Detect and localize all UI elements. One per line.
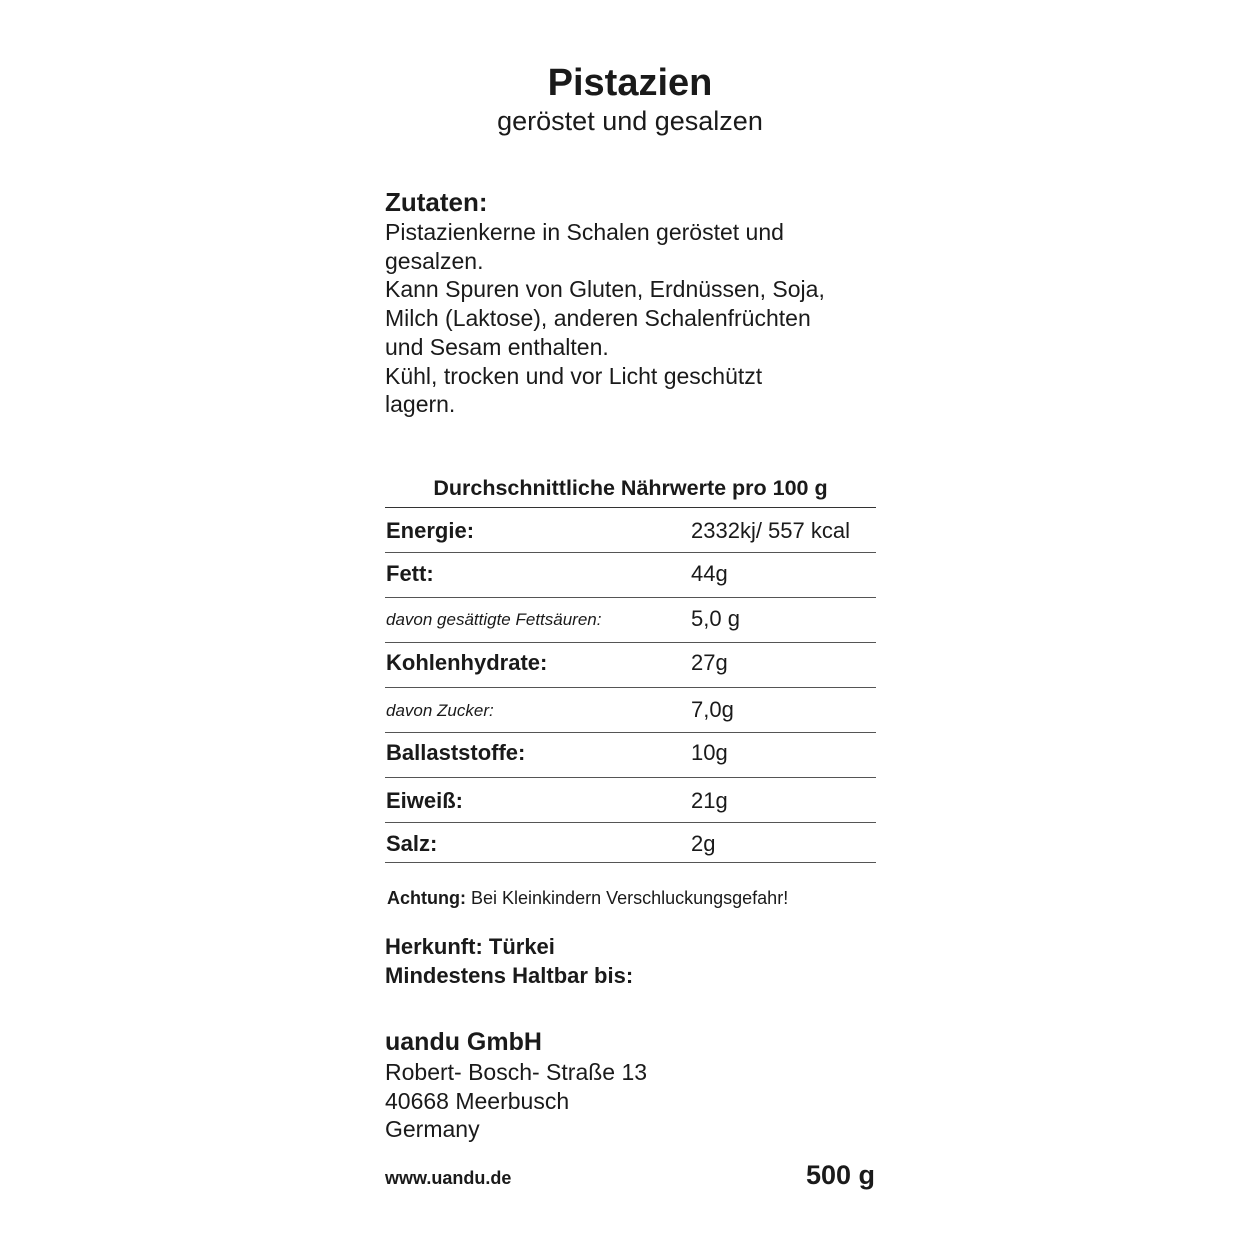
nutrition-label: davon Zucker: xyxy=(386,701,494,720)
nutrition-value: 2332kj/ 557 kcal xyxy=(691,518,850,543)
ingredients-line: lagern. xyxy=(385,391,456,418)
address-country: Germany xyxy=(385,1116,480,1143)
ingredients-text xyxy=(385,218,875,419)
nutrition-label: Kohlenhydrate: xyxy=(386,650,548,675)
nutrition-label: davon gesättigte Fettsäuren: xyxy=(386,610,602,629)
product-title: Pistazien xyxy=(547,62,713,104)
nutrition-table xyxy=(385,507,876,863)
ingredients-line: gesalzen. xyxy=(385,247,484,274)
ingredients-line: und Sesam enthalten. xyxy=(385,333,609,360)
nutrition-row-fiber xyxy=(385,733,876,778)
nutrition-label: Energie: xyxy=(386,518,475,543)
nutrition-label: Eiweiß: xyxy=(386,788,464,813)
best-before-label: Mindestens Haltbar bis: xyxy=(385,962,634,988)
nutrition-label: Ballaststoffe: xyxy=(386,740,526,765)
nutrition-value: 44g xyxy=(691,561,728,586)
nutrition-row-salt xyxy=(385,823,876,863)
warning-text: Bei Kleinkindern Verschluckungsgefahr! xyxy=(471,888,789,908)
address-city: 40668 Meerbusch xyxy=(385,1087,570,1114)
company-address xyxy=(385,1058,647,1144)
address-street: Robert- Bosch- Straße 13 xyxy=(385,1059,648,1085)
ingredients-line: Pistazienkerne in Schalen geröstet und xyxy=(385,219,784,245)
nutrition-value: 2g xyxy=(691,831,716,856)
nutrition-value: 21g xyxy=(691,788,728,813)
warning-label: Achtung: xyxy=(387,888,466,908)
nutrition-value: 7,0g xyxy=(691,697,734,722)
net-weight: 500 g xyxy=(805,1160,875,1190)
choking-warning xyxy=(387,884,788,912)
nutrition-row-protein xyxy=(385,778,876,823)
nutrition-row-sugar xyxy=(385,688,876,733)
nutrition-row-energy xyxy=(385,508,876,553)
nutrition-label: Fett: xyxy=(386,561,434,586)
ingredients-line: Milch (Laktose), anderen Schalenfrüchten xyxy=(385,305,811,332)
origin-country: Herkunft: Türkei xyxy=(385,934,555,959)
website-link[interactable]: www.uandu.de xyxy=(385,1168,512,1188)
nutrition-table-title: Durchschnittliche Nährwerte pro 100 g xyxy=(433,476,828,500)
origin-info xyxy=(385,933,633,990)
nutrition-value: 5,0 g xyxy=(691,606,740,631)
product-subtitle: geröstet und gesalzen xyxy=(497,106,763,136)
ingredients-line: Kühl, trocken und vor Licht geschützt xyxy=(385,362,763,389)
nutrition-value: 10g xyxy=(691,740,728,765)
company-name: uandu GmbH xyxy=(385,1028,542,1056)
nutrition-label: Salz: xyxy=(386,831,438,856)
nutrition-row-saturated-fat xyxy=(385,598,876,643)
nutrition-value: 27g xyxy=(691,650,728,675)
nutrition-row-carbohydrates xyxy=(385,643,876,688)
ingredients-line: Kann Spuren von Gluten, Erdnüssen, Soja, xyxy=(385,276,825,303)
ingredients-heading: Zutaten: xyxy=(385,187,488,217)
nutrition-row-fat xyxy=(385,553,876,598)
